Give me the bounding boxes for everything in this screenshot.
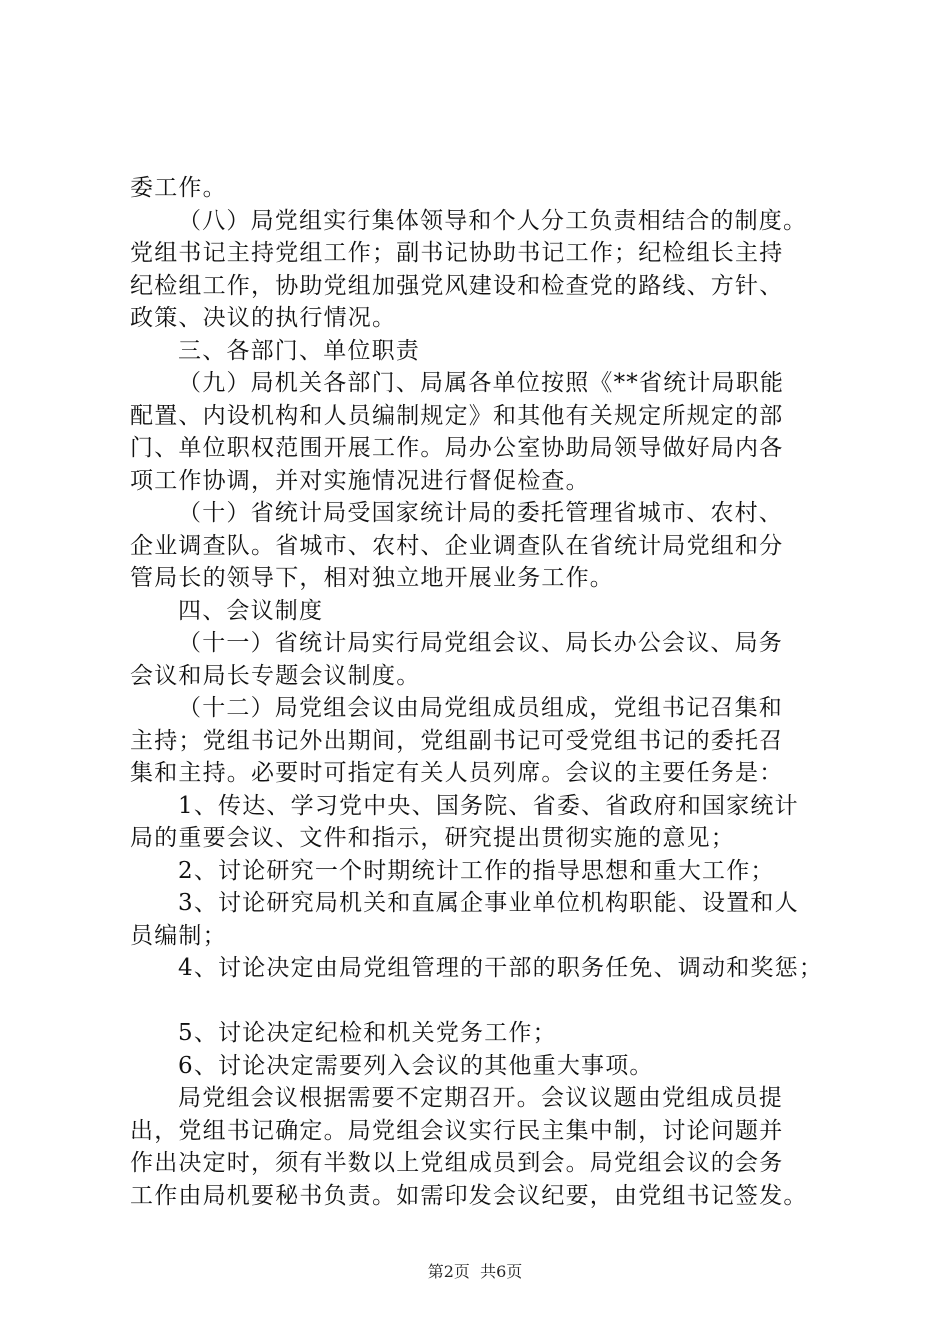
- page-footer: [0, 1262, 950, 1282]
- text-line: 政策、决议的执行情况。: [130, 305, 397, 331]
- list-item: 6、讨论决定需要列入会议的其他重大事项。: [178, 1053, 654, 1079]
- text-line: 局的重要会议、文件和指示，研究提出贯彻实施的意见；: [130, 825, 735, 851]
- text-line: 作出决定时，须有半数以上党组成员到会。局党组会议的会务: [130, 1150, 784, 1176]
- list-item: 5、讨论决定纪检和机关党务工作；: [178, 1020, 557, 1046]
- text-line: 党组书记主持党组工作；副书记协助书记工作；纪检组长主持: [130, 240, 784, 266]
- text-line: （十）省统计局受国家统计局的委托管理省城市、农村、: [178, 500, 783, 526]
- text-line: 主持；党组书记外出期间，党组副书记可受党组书记的委托召: [130, 728, 784, 754]
- text-line: 局党组会议根据需要不定期召开。会议议题由党组成员提: [178, 1085, 783, 1111]
- text-line: （九）局机关各部门、局属各单位按照《**省统计局职能: [178, 370, 785, 396]
- section-heading: 三、各部门、单位职责: [178, 338, 420, 364]
- list-item: 4、讨论决定由局党组管理的干部的职务任免、调动和奖惩；: [178, 955, 824, 981]
- list-item: 1、传达、学习党中央、国务院、省委、省政府和国家统计: [178, 793, 799, 819]
- list-item: 2、讨论研究一个时期统计工作的指导思想和重大工作；: [178, 858, 775, 884]
- list-item: 3、讨论研究局机关和直属企事业单位机构职能、设置和人: [178, 890, 799, 916]
- section-heading: 四、会议制度: [178, 598, 324, 624]
- text-line: 项工作协调，并对实施情况进行督促检查。: [130, 468, 590, 494]
- text-line: 集和主持。必要时可指定有关人员列席。会议的主要任务是：: [130, 760, 784, 786]
- text-line: 员编制；: [130, 923, 227, 949]
- text-line: 委工作。: [130, 175, 227, 201]
- text-line: 纪检组工作，协助党组加强党风建设和检查党的路线、方针、: [130, 273, 784, 299]
- text-line: 会议和局长专题会议制度。: [130, 663, 421, 689]
- text-line: 门、单位职权范围开展工作。局办公室协助局领导做好局内各: [130, 435, 784, 461]
- text-line: 工作由局机要秘书负责。如需印发会议纪要，由党组书记签发。: [130, 1183, 808, 1209]
- text-line: 出，党组书记确定。局党组会议实行民主集中制，讨论问题并: [130, 1118, 784, 1144]
- text-line: （十一）省统计局实行局党组会议、局长办公会议、局务: [178, 630, 783, 656]
- page-number-label: 第2页 共6页: [427, 1262, 523, 1281]
- text-line: （八）局党组实行集体领导和个人分工负责相结合的制度。: [178, 208, 808, 234]
- text-line: 配置、内设机构和人员编制规定》和其他有关规定所规定的部: [130, 403, 784, 429]
- text-line: （十二）局党组会议由局党组成员组成，党组书记召集和: [178, 695, 783, 721]
- text-line: 管局长的领导下，相对独立地开展业务工作。: [130, 565, 614, 591]
- text-line: 企业调查队。省城市、农村、企业调查队在省统计局党组和分: [130, 533, 784, 559]
